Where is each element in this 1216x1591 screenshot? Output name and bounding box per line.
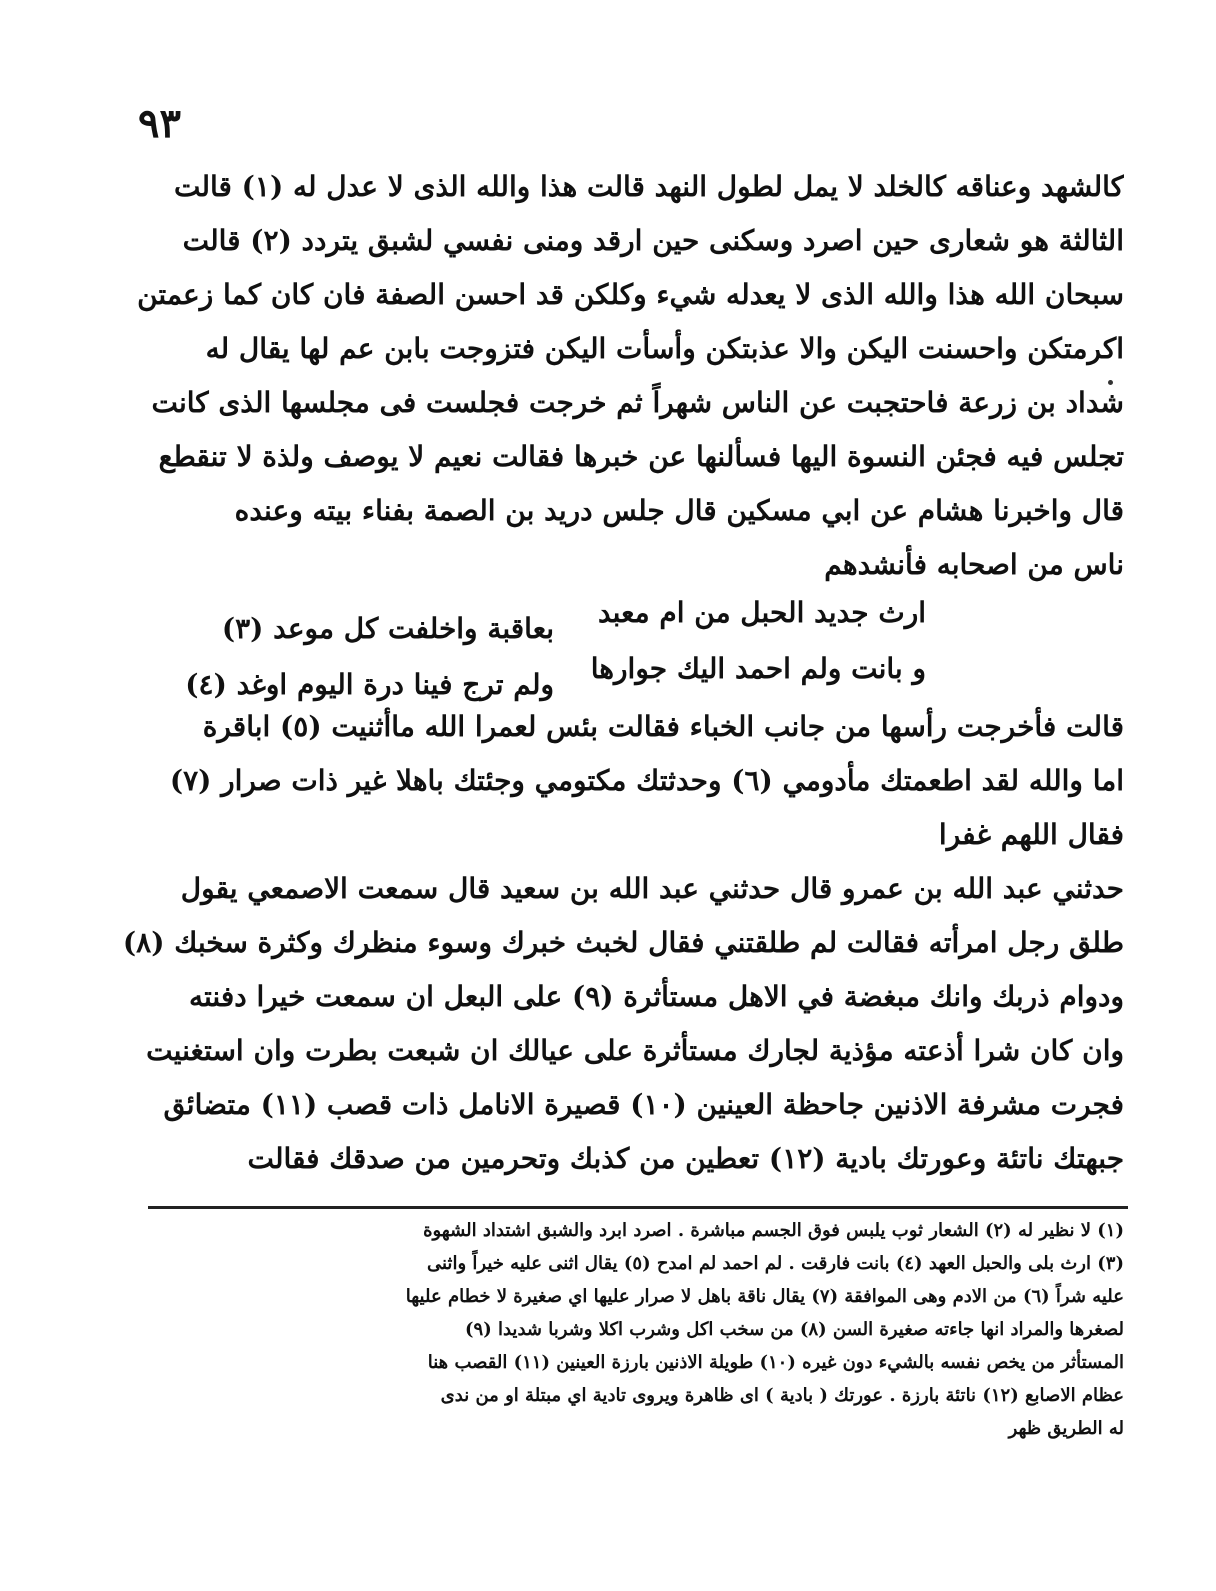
footnote-line: (١) لا نظير له (٢) الشعار ثوب يلبس فوق الجسم مباشرة . اصرد ابرد والشبق اشتداد الشهوة [423, 1220, 1124, 1241]
footnote-line: (٣) ارث بلى والحبل العهد (٤) بانت فارقت . لم احمد لم امدح (٥) يقال اثنى عليه خيراً واثنى [427, 1253, 1124, 1274]
text-line: جبهتك ناتئة وعورتك بادية (١٢) تعطين من كذبك وتحرمين من صدقك فقالت [247, 1142, 1124, 1175]
text-line: ناس من اصحابه فأنشدهم [824, 548, 1124, 581]
paragraph-3 [92, 700, 1124, 862]
verse-1-second-hemistich: بعاقبة واخلفت كل موعد (٣) [221, 612, 554, 645]
text-line: طلق رجل امرأته فقالت لم طلقتني فقال لخبث خبرك وسوء منظرك وكثرة سخبك (٨) [122, 926, 1124, 959]
text-line: سبحان الله هذا والله الذى لا يعدله شيء وكلكن قد احسن الصفة فان كان كما زعمتن [137, 278, 1124, 311]
paragraph-4 [92, 862, 1124, 1186]
verse-2-second-hemistich: ولم ترج فينا درة اليوم اوغد (٤) [185, 668, 554, 701]
page-number: ٩٣ [138, 100, 181, 147]
text-line: حدثني عبد الله بن عمرو قال حدثني عبد الله بن سعيد قال سمعت الاصمعي يقول [180, 872, 1124, 905]
text-line: اكرمتكن واحسنت اليكن والا عذبتكن وأسأت اليكن فتزوجت بابن عم لها يقال له [205, 332, 1124, 365]
text-line: شداد بن زرعة فاحتجبت عن الناس شهراً ثم خرجت فجلست فى مجلسها الذى كانت [151, 386, 1124, 419]
verse-1-first-hemistich: ارث جديد الحبل من ام معبد [597, 596, 926, 629]
text-line: فجرت مشرفة الاذنين جاحظة العينين (١٠) قصيرة الانامل ذات قصب (١١) متضائق [163, 1088, 1124, 1121]
footnote-line: عظام الاصابع (١٢) ناتئة بارزة . عورتك ( بادية ) اى ظاهرة ويروى تادية اي مبتلة او من ندى [440, 1385, 1124, 1406]
footnote-line: المستأثر من يخص نفسه بالشيء دون غيره (١٠) طويلة الاذنين بارزة العينين (١١) القصب هنا [427, 1352, 1124, 1373]
text-line: ودوام ذربك وانك مبغضة في الاهل مستأثرة (٩) على البعل ان سمعت خيرا دفنته [188, 980, 1124, 1013]
verse-2-first-hemistich: و بانت ولم احمد اليك جوارها [590, 652, 926, 685]
text-line: وان كان شرا أذعته مؤذية لجارك مستأثرة على عيالك ان شبعت بطرت وان استغنيت [146, 1034, 1124, 1067]
footnotes [92, 1214, 1124, 1445]
text-line: قالت فأخرجت رأسها من جانب الخباء فقالت بئس لعمرا الله ماأثنيت (٥) اباقرة [202, 710, 1124, 743]
text-line: الثالثة هو شعارى حين اصرد وسكنى حين ارقد ومنى نفسي لشبق يتردد (٢) قالت [182, 224, 1124, 257]
paragraph-2 [92, 484, 1124, 592]
footnote-divider [148, 1206, 1128, 1209]
footnote-line: عليه شراً (٦) من الادم وهى الموافقة (٧) يقال ناقة باهل لا صرار عليها اي صغيرة لا خطام عليها [405, 1286, 1124, 1307]
text-line: كالشهد وعناقه كالخلد لا يمل لطول النهد قالت هذا والله الذى لا عدل له (١) قالت [173, 170, 1124, 203]
text-line: تجلس فيه فجئن النسوة اليها فسألنها عن خبرها فقالت نعيم لا يوصف ولذة لا تنقطع [158, 440, 1124, 473]
text-line: فقال اللهم غفرا [938, 818, 1124, 851]
text-line: اما والله لقد اطعمتك مأدومي (٦) وحدثتك مكتومي وجئتك باهلا غير ذات صرار (٧) [169, 764, 1124, 797]
paragraph-1 [92, 160, 1124, 484]
text-line: قال واخبرنا هشام عن ابي مسكين قال جلس دريد بن الصمة بفناء بيته وعنده [234, 494, 1124, 527]
footnote-line: له الطريق ظهر [1008, 1418, 1124, 1439]
footnote-line: لصغرها والمراد انها جاءته صغيرة السن (٨) من سخب اكل وشرب اكلا وشربا شديدا (٩) [465, 1319, 1124, 1340]
